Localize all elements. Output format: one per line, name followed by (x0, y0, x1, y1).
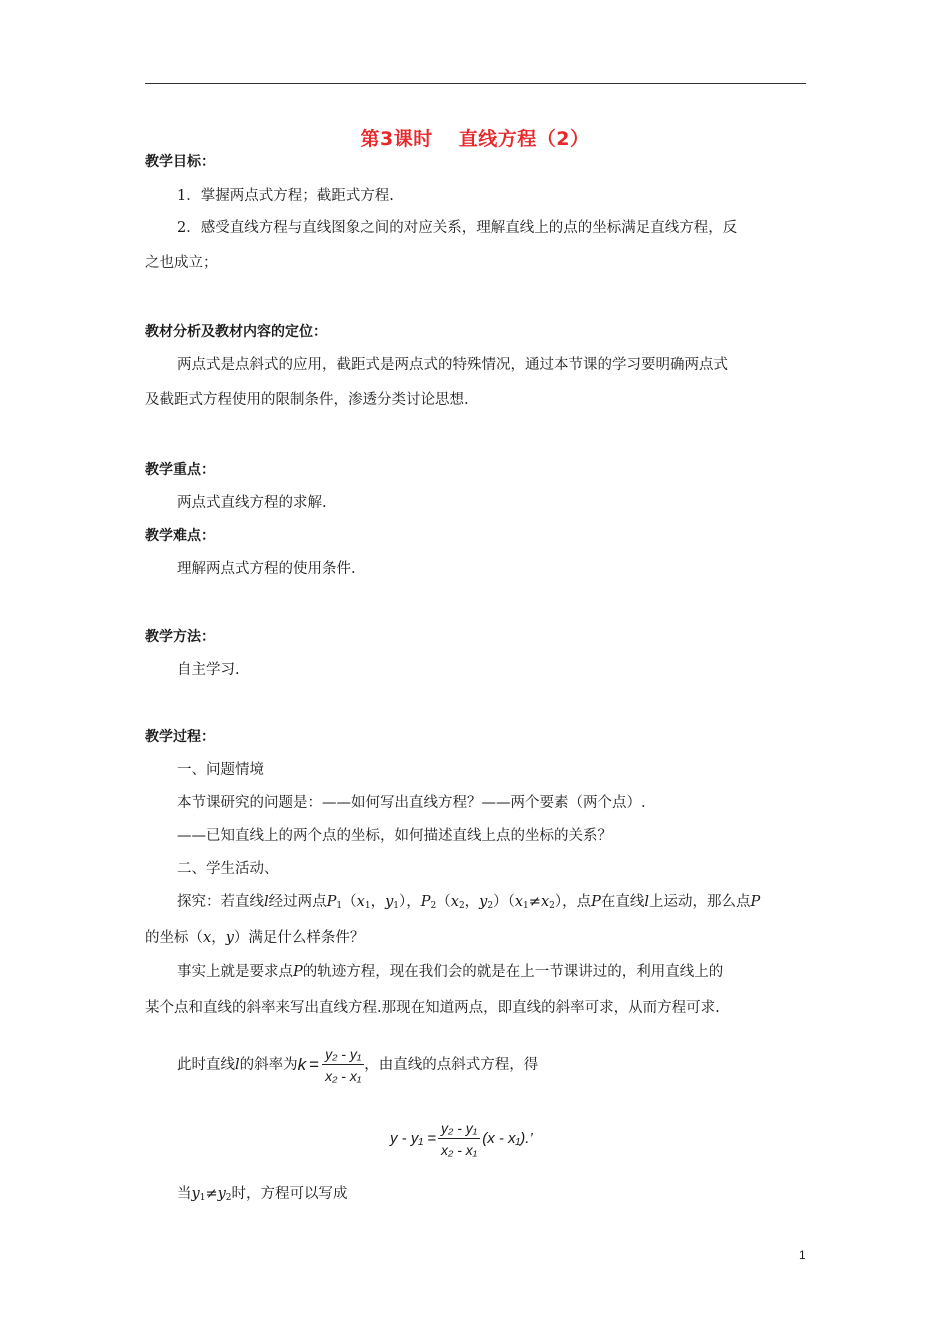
analysis-line-2: 及截距式方程使用的限制条件，渗透分类讨论思想. (145, 392, 469, 408)
process-subquestion: ——已知直线上的两个点的坐标，如何描述直线上点的坐标的关系？ (177, 828, 612, 844)
method-text: 自主学习. (177, 662, 240, 678)
slope-fraction (322, 1046, 364, 1084)
slope-k: k (297, 1055, 307, 1074)
explore-line-1: 探究：若直线l经过两点$P_1(x_1$，$y_1$），$P_2(x_2$，$y_2)(x_1\ne x_2)$，点P在直线l上运动，那么点P (177, 894, 761, 911)
formula-fraction (438, 1120, 480, 1158)
goals-heading: 教学目标： (145, 154, 215, 170)
formula-lhs: y - y₁ = (390, 1130, 436, 1147)
process-step-1: 一、问题情境 (177, 762, 264, 778)
process-question: 本节课研究的问题是：——如何写出直线方程？——两个要素（两个点）. (177, 795, 646, 811)
slope-denominator: x₂ - x₁ (325, 1068, 362, 1084)
lesson-title (0, 124, 950, 151)
title-topic: 直线方程（2） (458, 128, 590, 150)
slope-line: 此时直线l的斜率为k = $\frac{\text{y₂ - y₁}}{\text{x₂ - x₁}}$ ，由直线的点斜式方程，得 (177, 1046, 539, 1084)
reasoning-line-1: 事实上就是要求点P的轨迹方程，现在我们会的就是在上一节课讲过的，利用直线上的 (177, 964, 724, 980)
analysis-line-1: 两点式是点斜式的应用，截距式是两点式的特殊情况，通过本节课的学习要明确两点式 (177, 357, 728, 373)
two-point-formula (390, 1120, 533, 1158)
key-points-heading: 教学重点： (145, 462, 215, 478)
condition-line: 当$y_1\ne y_2$时，方程可以写成 (177, 1186, 348, 1203)
process-step-2: 二、学生活动、 (177, 861, 279, 877)
formula-denominator: x₂ - x₁ (441, 1142, 478, 1158)
formula-rhs: (x - x₁).’ (482, 1130, 533, 1147)
header-rule (145, 83, 806, 84)
reasoning-line-2: 某个点和直线的斜率来写出直线方程.那现在知道两点，即直线的斜率可求，从而方程可求. (145, 1000, 720, 1016)
title-lesson-number: 第3课时 (360, 128, 433, 150)
process-heading: 教学过程： (145, 729, 215, 745)
page-number: 1 (799, 1248, 806, 1262)
goal-2-line-1: 2．感受直线方程与直线图象之间的对应关系，理解直线上的点的坐标满足直线方程，反 (177, 220, 738, 236)
key-points-text: 两点式直线方程的求解. (177, 495, 327, 511)
goal-1: 1．掌握两点式方程；截距式方程. (177, 188, 394, 204)
goal-2-line-2: 之也成立； (145, 255, 218, 271)
formula-numerator: y₂ - y₁ (438, 1120, 480, 1139)
difficulties-text: 理解两点式方程的使用条件. (177, 561, 356, 577)
explore-line-2: 的坐标（x，y）满足什么样条件？ (145, 930, 365, 946)
method-heading: 教学方法： (145, 629, 215, 645)
slope-numerator: y₂ - y₁ (322, 1046, 364, 1065)
difficulties-heading: 教学难点： (145, 528, 215, 544)
analysis-heading: 教材分析及教材内容的定位： (145, 324, 327, 340)
